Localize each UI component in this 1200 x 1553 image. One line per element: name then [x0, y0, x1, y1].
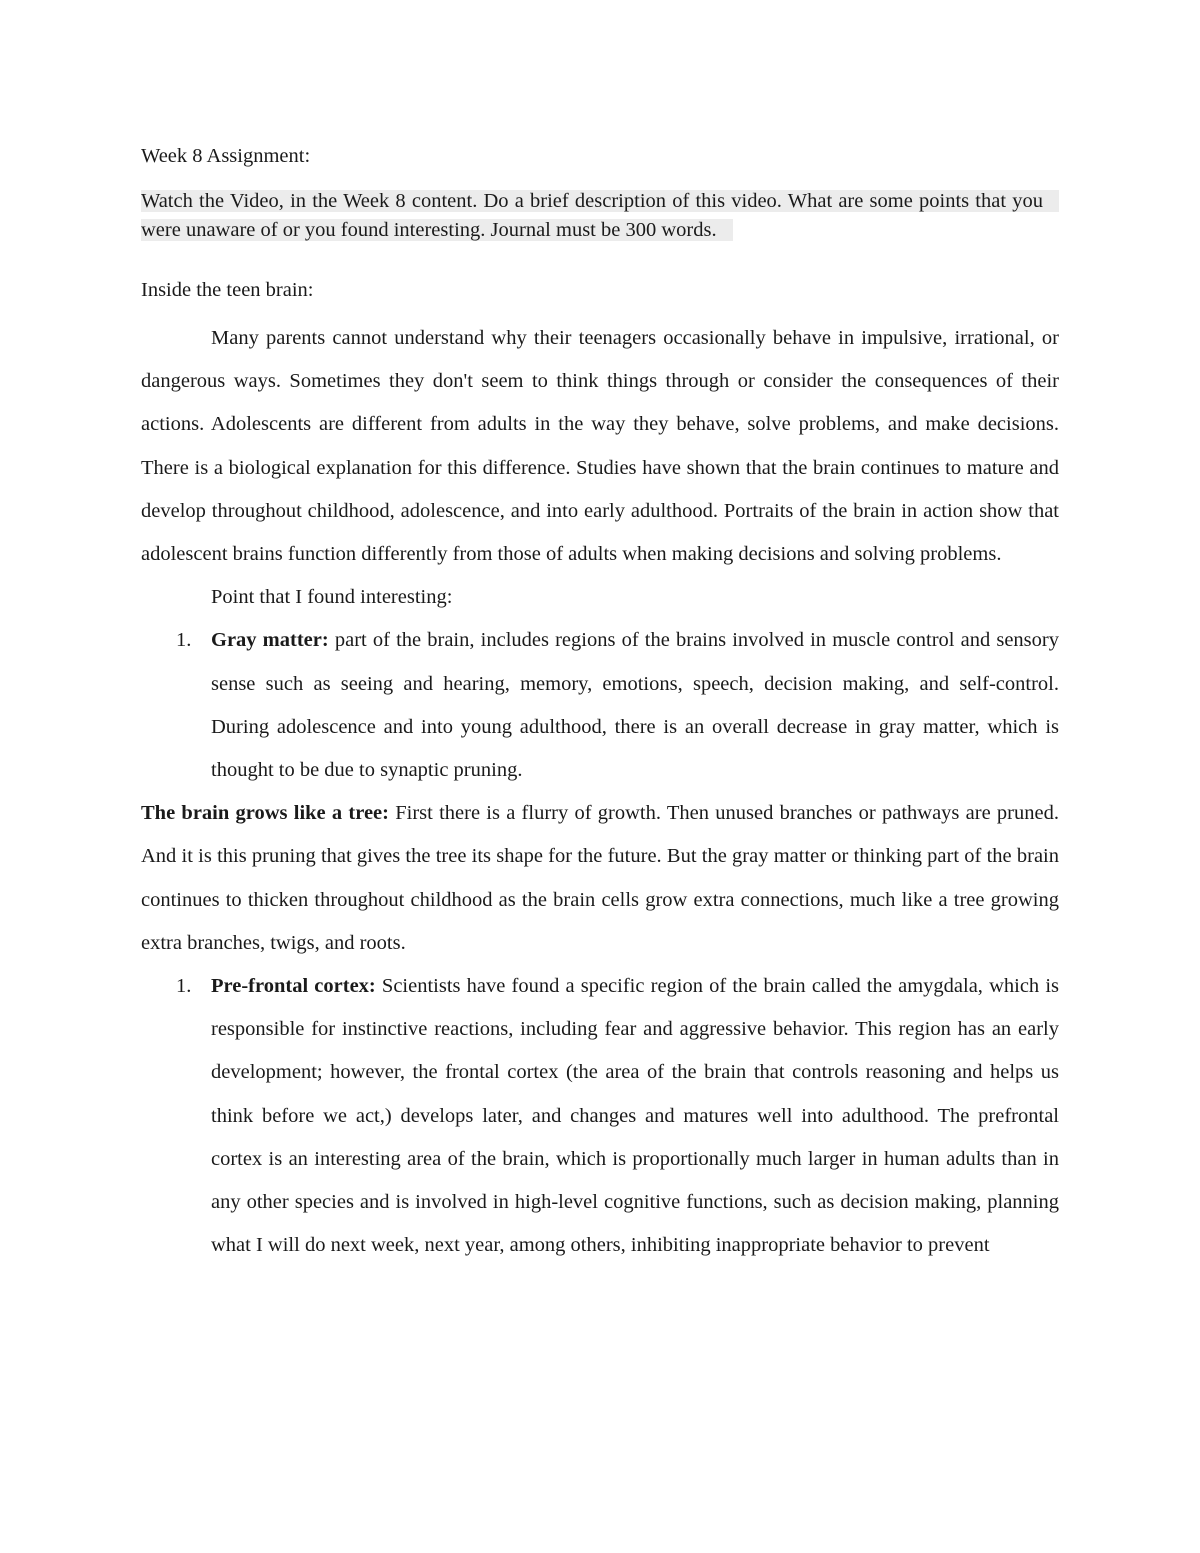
- list-term: Pre-frontal cortex:: [211, 975, 376, 998]
- tree-paragraph: [141, 792, 1059, 965]
- assignment-prompt: [141, 187, 1059, 245]
- section-title: Inside the teen brain:: [141, 279, 314, 301]
- list-term: Gray matter:: [211, 629, 329, 652]
- points-label: Point that I found interesting:: [211, 586, 453, 609]
- list-item-prefrontal-cortex: [141, 965, 1059, 1267]
- intro-paragraph: Many parents cannot understand why their teenagers occasionally behave in impulsive, irrational, or dangerous ways. Sometimes they don't seem to think things through or consider the consequences of their actions. Adolescents are different from adults in the way they behave, solve problems, and make decisions. There is a biological explanation for this difference. Studies have shown that the brain continues to mature and develop throughout childhood, adolescence, and into early adulthood. Portraits of the brain in action show that adolescent brains function differently from those of adults when making decisions and solving problems.: [141, 327, 1059, 566]
- assignment-heading: Week 8 Assignment:: [141, 145, 311, 167]
- list-number: 1.: [176, 975, 192, 998]
- document-body: [141, 143, 1059, 1267]
- list-text: part of the brain, includes regions of the brains involved in muscle control and sensory sense such as seeing and hearing, memory, emotions, speech, decision making, and self-control. During adolescence and into young adulthood, there is an overall decrease in gray matter, which is thought to be due to synaptic pruning.: [211, 629, 1059, 782]
- tree-text: First there is a flurry of growth. Then unused branches or pathways are pruned. And it is this pruning that gives the tree its shape for the future. But the gray matter or thinking part of the brain continues to thicken throughout childhood as the brain cells grow extra connections, much like a tree growing extra branches, twigs, and roots.: [141, 802, 1059, 954]
- list-number: 1.: [176, 629, 192, 652]
- assignment-prompt-text: Watch the Video, in the Week 8 content. Do a brief description of this video. What are some points that you were unaware of or you found interesting. Journal must be 300 words.: [141, 190, 1059, 241]
- list-item-gray-matter: [141, 619, 1059, 792]
- tree-term: The brain grows like a tree:: [141, 802, 389, 825]
- list-text: Scientists have found a specific region of the brain called the amygdala, which is responsible for instinctive reactions, including fear and aggressive behavior. This region has an early development; however, the frontal cortex (the area of the brain that controls reasoning and helps us think before we act,) develops later, and changes and matures well into adulthood. The prefrontal cortex is an interesting area of the brain, which is proportionally much larger in human adults than in any other species and is involved in high-level cognitive functions, such as decision making, planning what I will do next week, next year, among others, inhibiting inappropriate behavior to prevent: [211, 975, 1059, 1257]
